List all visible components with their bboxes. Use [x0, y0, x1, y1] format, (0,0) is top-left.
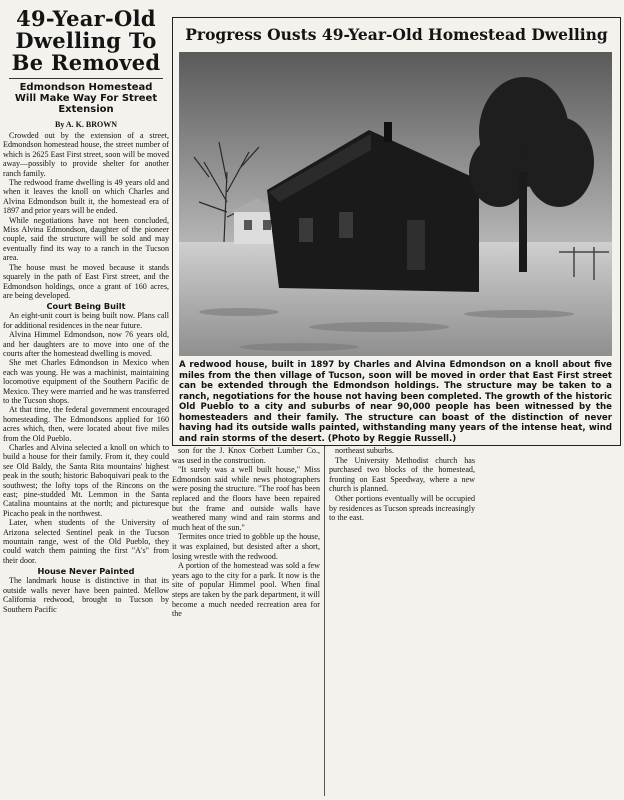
article-column-middle — [172, 446, 320, 619]
paragraph: The house must be moved because it stands squarely in the path of East First street, and the Edmondson holdings, once a grant of 160 acres, are being developed. — [3, 262, 169, 300]
paragraph: The redwood frame dwelling is 49 years old and when it leaves the knoll on which Charles and Alvina Edmondson built it, the homestead era of 1897 and prior years will be ended. — [3, 178, 169, 216]
paragraph: An eight-unit court is being built now. Plans call for additional residences in the near future. — [3, 311, 169, 330]
paragraph: She met Charles Edmondson in Mexico when each was young. He was a machinist, maintaining locomotive equipment of the Southern Pacific de Mexico. They were married and he was transferred to the Tucson shops. — [3, 358, 169, 405]
paragraph: Other portions eventually will be occupied by residences as Tucson spreads increasingly to the east. — [329, 493, 475, 523]
paragraph: Alvina Himmel Edmondson, now 76 years old, and her daughters are to move into one of the courts after the homestead dwelling is moved. — [3, 330, 169, 358]
headline: 49-Year-Old Dwelling To Be Removed — [11, 8, 161, 75]
deck-subheadline: Edmondson Homestead Will Make Way For Street Extension — [9, 78, 163, 115]
photo-feature-box — [172, 17, 621, 446]
paragraph: A portion of the homestead was sold a few years ago to the city for a park. It now is the site of popular Himmel pool. When final steps are taken by the park department, it will become a much needed recreation area for the — [172, 561, 320, 619]
photo-caption: A redwood house, built in 1897 by Charles and Alvina Edmondson on a knoll about five miles from the then village of Tucson, soon will be moved in order that East First street can be extended through the Edmondson holdings. The structure may be taken to a ranch, negotiations for the house not having been completed. The growth of the historic Old Pueblo to a city and suburbs of near 90,000 people has been witnessed by the homesteaders and their family. The structure can boast of the distinction of never having had its outside walls painted, withstanding many years of the intense heat, wind and rain storms of the desert. (Photo by Reggie Russell.) — [179, 360, 612, 444]
section-subhead: House Never Painted — [37, 566, 135, 577]
paragraph: Crowded out by the extension of a street, Edmondson homestead house, the street number of which is 2625 East First street, soon will be moved away—possibly to provide shelter for another ranch family. — [3, 131, 169, 178]
paragraph: Termites once tried to gobble up the house, it was explained, but desisted after a short, losing wrestle with the redwood. — [172, 532, 320, 561]
paragraph: At that time, the federal government encouraged homesteading. The Edmondsons applied for 160 acres which, then, were located about five miles from the Old Pueblo. — [3, 405, 169, 443]
byline: By A. K. BROWN — [54, 120, 117, 129]
paragraph: Later, when students of the University of Arizona selected Sentinel peak in the Tucson mountain range, west of the Old Pueblo, they could watch them painting the first "A's" from their door. — [3, 518, 169, 565]
paragraph: "It surely was a well built house," Miss Edmondson said while news photographers were posing the structure. "The roof has been replaced and the floors have been repaired but the frame and outside walls have weathered many wind and rain storms and much heat of the sun." — [172, 465, 320, 532]
article-column — [3, 8, 169, 798]
paragraph: northeast suburbs. — [335, 446, 394, 455]
paragraph: The landmark house is distinctive in that its outside walls never have been painted. Mellow California redwood, brought to Tucson by Southern Pacific — [3, 576, 169, 614]
column-divider — [324, 446, 325, 796]
house-photo-image — [179, 52, 612, 356]
paragraph: Charles and Alvina selected a knoll on which to build a house for their family. From it, they could see Old Baldy, the Santa Rita mountains' highest peak in the south; historic Baboquivari peak to the southwest; the lofty tops of the Rincons on the east; pine-studded Mt. Lemmon in the Santa Catalina mountains at the north; and picturesque Picacho peak in the northwest. — [3, 443, 169, 518]
paragraph: While negotiations have not been concluded, Miss Alvina Edmondson, daughter of the pioneer couple, said the structure will be sold and may eventually find its way to a ranch in the Tucson area. — [3, 215, 169, 263]
section-subhead: Court Being Built — [46, 301, 126, 312]
house-photo — [179, 52, 612, 356]
paragraph: son for the J. Knox Corbett Lumber Co., was used in the construction. — [172, 446, 320, 465]
photo-title: Progress Ousts 49-Year-Old Homestead Dwelling — [185, 25, 608, 44]
article-column-right — [329, 446, 475, 523]
paragraph: The University Methodist church has purchased two blocks of the homestead, fronting on East Speedway, where a new church is planned. — [329, 455, 475, 494]
